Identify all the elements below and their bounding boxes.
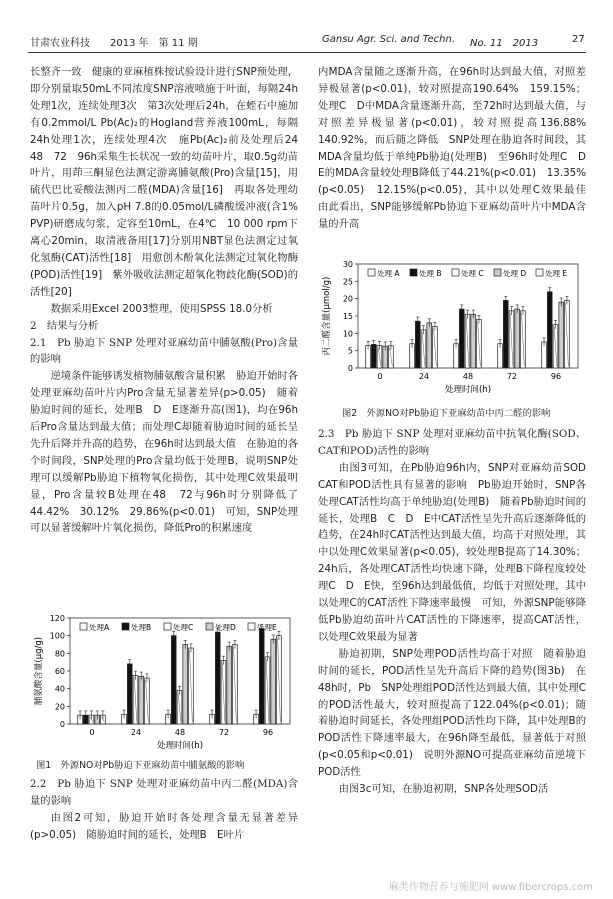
x-tick-label: 0: [377, 372, 383, 381]
x-axis-title: 处理时间(h): [444, 385, 492, 395]
x-tick-label: 96: [262, 728, 274, 737]
x-tick-label: 72: [506, 372, 518, 381]
legend-label: 处理 C: [461, 269, 484, 278]
method-paragraph: 长整齐一致 健康的亚麻植株按试验设计进行SNP预处理，即分别量取50mL不同浓度SNP溶液喷施于叶面，每隔24h处理1次，连续处理3次 第3次处理后24h，在蛭石中施加有0.2mmol/L Pb(Ac)₂的Hogland营养液100mL，每隔24h处理1次，连续处理4次 施Pb(Ac)₂前及处理后24 48 72 96h采集生长状况一致的幼苗叶片，取0.5g幼苗叶片，用茚三酮显色法测定游离脯氨酸(Pro)含量[15]，用硫代巴比妥酸法测丙二醛(MDA)含量[16] 再取各处理幼苗叶片0.5g，加入pH 7.8的0.05mol/L磷酸缓冲液(含1% PVP)研磨成匀浆，定容至10mL，在4℃ 10 000 rpm下离心20min，取清液备用[17]分别用NBT显色法测定过氧化氢酶(CAT)活性[18] 用愈创木酚氧化法测定过氧化物酶(POD)活性[19] 紫外吸收法测定超氧化物歧化酶(SOD)的活性[20]: [30, 66, 309, 298]
bar: [227, 646, 232, 724]
bar: [415, 321, 420, 368]
legend-swatch: [122, 623, 129, 630]
header-journal-cn: 甘肃农业科技: [30, 38, 90, 49]
legend-swatch: [536, 269, 543, 276]
right-column-bottom: [318, 426, 597, 798]
legend-label: 处理 B: [419, 269, 442, 278]
section-2-title: 2 结果与分析: [30, 319, 99, 332]
figure-1-caption: 图1 外源NO对Pb胁迫下亚麻幼苗中脯氨酸的影响: [36, 760, 245, 771]
bar: [259, 629, 264, 724]
legend-label: 处理B: [131, 623, 152, 632]
x-tick-label: 24: [418, 372, 430, 381]
bar: [547, 292, 552, 368]
left-column: [30, 64, 309, 537]
legend-label: 处理 D: [503, 269, 527, 278]
header-issue-en: No. 11 2013: [470, 38, 539, 49]
bar: [459, 309, 464, 368]
figure-2-mda-chart: [318, 258, 586, 400]
bar: [183, 645, 188, 725]
y-tick-label: 30: [342, 260, 353, 269]
y-tick-label: 100: [49, 631, 65, 641]
legend-swatch: [410, 269, 417, 276]
mda-paragraph: 内MDA含量随之逐渐升高，在96h时达到最大值，对照差异极显著(p<0.01)，较对照提高190.64% 159.15%；处理C D中MDA含量逐渐升高，至72h时达到最大值，与对照差异极显著(p<0.01)，较对照提高136.88% 140.92%，而后随之降低 SNP处理在胁迫各时间段，其MDA含量均低于单纯Pb胁迫(处理B) 至96h时处理C D E的MDA含量较处理B降低了44.21%(p<0.01) 13.35%(p<0.05) 12.15%(p<0.05)，其中以处理C效果最佳 由此看出，SNP能够缓解Pb协迫下亚麻幼苗叶片中MDA含量的升高: [318, 66, 597, 231]
y-tick-label: 40: [54, 684, 65, 694]
y-tick-label: 0: [347, 364, 353, 373]
x-tick-label: 48: [174, 728, 186, 737]
y-tick-label: 80: [54, 649, 65, 659]
y-tick-label: 60: [54, 667, 65, 676]
legend-swatch: [206, 623, 213, 630]
figure-2-caption: 图2 外源NO对Pb胁迫下亚麻幼苗中丙二醛的影响: [342, 408, 551, 419]
y-tick-label: 10: [342, 329, 353, 339]
section-2-2-text: 由图2可知，胁迫开始时各处理含量无显著差异(p>0.05) 随胁迫时间的延长，处理B E叶片: [30, 811, 298, 841]
legend-swatch: [248, 623, 255, 630]
y-tick-label: 120: [49, 614, 65, 623]
legend-label: 处理 E: [545, 269, 568, 278]
bar: [271, 639, 276, 724]
header-rule: [28, 52, 586, 53]
bar: [215, 632, 220, 724]
legend-swatch: [80, 623, 87, 630]
legend-swatch: [164, 623, 171, 630]
bar: [171, 636, 176, 724]
watermark: 麻类作物营养与施肥网 www.fibercrops.com: [388, 882, 593, 893]
bar: [559, 302, 564, 368]
y-tick-label: 20: [54, 702, 65, 712]
legend-swatch: [368, 269, 375, 276]
bar: [515, 309, 520, 368]
y-tick-label: 20: [342, 294, 353, 304]
x-tick-label: 72: [218, 728, 230, 737]
figure-1-proline-chart: [30, 612, 298, 756]
stats-paragraph: 数据采用Excel 2003整理，使用SPSS 18.0分析: [50, 302, 273, 315]
y-tick-label: 15: [342, 312, 353, 321]
y-axis-title: 丙二醛含量(μmol/g): [322, 276, 332, 356]
bar: [127, 664, 132, 724]
bar: [427, 323, 432, 368]
bar: [503, 300, 508, 368]
bar: [471, 314, 476, 368]
pod-paragraph: 胁迫初期，SNP处理POD活性均高于对照 随着胁迫时间的延长，POD活性呈先升高后下降的趋势(图3b) 在48h时，Pb SNP处理组POD活性达到最大值，其中处理C的POD活性最大，较对照提高了122.04%(p<0.01)；随着胁迫时间延长，各处理组POD活性均下降，其中处理B的POD活性下降速率最大，在96h降至最低，显著低于对照(p<0.05和p<0.01) 说明外源NO可提高亚麻幼苗逆境下POD活性: [318, 647, 586, 779]
y-tick-label: 0: [59, 720, 65, 729]
legend-label: 处理 A: [377, 269, 400, 278]
x-tick-label: 24: [130, 728, 142, 737]
y-axis-title: 脯氨酸含量(μg/g): [34, 636, 44, 706]
section-2-1-title: 2.1 Pb 胁迫下 SNP 处理对亚麻幼苗中脯氨酸(Pro)含量的影响: [30, 336, 298, 366]
y-tick-label: 5: [347, 346, 353, 356]
x-tick-label: 0: [89, 728, 95, 737]
section-2-1-text: 逆境条件能够诱发植物脯氨酸含量积累 胁迫开始时各处理亚麻幼苗叶片内Pro含量无显著差异(p>0.05) 随着胁迫时间的延长，处理B D E逐渐升高(图1)，均在96h后Pro含量达到最大值；而处理C却随着胁迫时间的延长呈先升后降并升高的趋势，在96h时达到最大值 在胁迫的各个时间段，SNP处理的Pro含量均低于处理B，说明SNP处理可以缓解Pb胁迫下植物氧化损伤，其中处理C效果最明显，Pro含量较B处理在48 72与96h时分别降低了44.42% 30.12% 29.86%(p<0.01) 可知，SNP处理可以显著缓解叶片氧化损伤，降低Pro的积累速度: [30, 370, 298, 535]
bar: [139, 676, 144, 724]
header-page-number: 27: [572, 34, 585, 45]
y-tick-label: 25: [342, 277, 353, 287]
x-tick-label: 96: [550, 372, 562, 381]
section-2-2-title: 2.2 Pb 胁迫下 SNP 处理对亚麻幼苗中丙二醛(MDA)含量的影响: [30, 778, 298, 807]
legend-label: 处理C: [173, 623, 194, 632]
legend-label: 处理A: [89, 623, 110, 632]
x-tick-label: 48: [462, 372, 474, 381]
left-column-bottom: [30, 776, 298, 844]
x-axis-title: 处理时间(h): [156, 741, 204, 751]
legend-swatch: [494, 269, 501, 276]
section-2-3-title: 2.3 Pb 胁迫下 SNP 处理对亚麻幼苗中抗氧化酶(SOD、CAT和POD)活性的影响: [318, 428, 586, 457]
cat-paragraph: 由图3可知，在Pb胁迫96h内，SNP对亚麻幼苗SOD CAT和POD活性具有显著的影响 Pb胁迫开始时，SNP各处理CAT活性均高于单纯胁迫(处理B) 随着Pb胁迫时间的延长，处理B C D E中CAT活性呈先升高后逐渐降低的趋势，在24h时CAT活性达到最大值，均高于对照处理，其中以处理C效果显著(p<0.05)，较处理B提高了14.30%；24h后，各处理CAT活性均快速下降，处理B下降程度较处理C D E快，至96h达到最低值，均低于对照处理，其中以处理C的CAT活性下降速率最慢 可知，外源SNP能够降低Pb胁迫幼苗叶片CAT活性的下降速率，提高CAT活性，以处理C效果最为显著: [318, 461, 597, 643]
header-year-issue: 2013 年 第 11 期: [110, 38, 198, 49]
legend-label: 处理D: [215, 623, 236, 632]
legend-label: 处理E: [257, 623, 277, 632]
right-column-top: [318, 64, 597, 233]
sod-paragraph: 由图3c可知，在胁迫初期，SNP各处理SOD活: [338, 783, 549, 796]
header-journal-en: Gansu Agr. Sci. and Techn.: [322, 34, 456, 45]
legend-swatch: [452, 269, 459, 276]
